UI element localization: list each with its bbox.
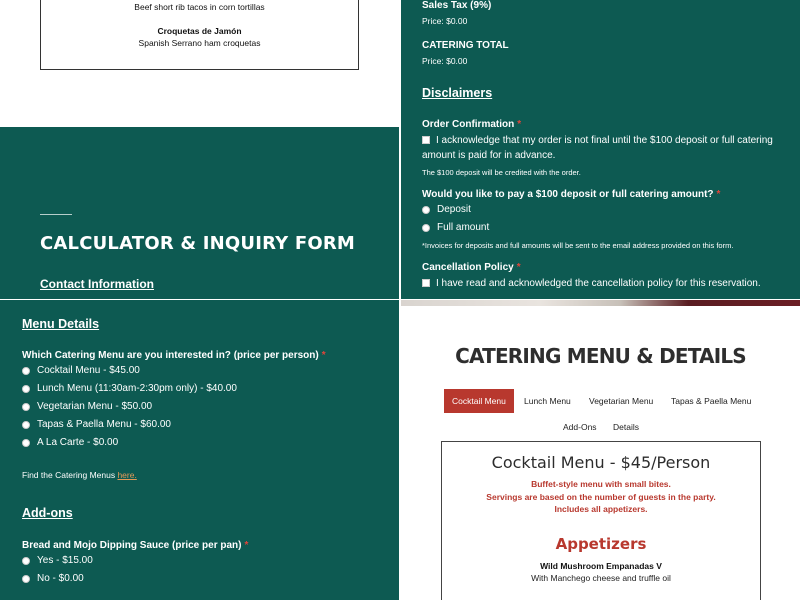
payment-option[interactable] [422,204,471,215]
radio-button[interactable] [22,575,30,583]
tab-add-ons[interactable]: Add-Ons [563,422,597,432]
required-mark: * [517,119,522,130]
tab-cocktail-menu[interactable]: Cocktail Menu [444,389,514,413]
payment-option[interactable] [422,222,489,233]
order-confirmation-checkbox-row[interactable] [422,133,782,163]
catering-menu-panel [401,300,800,600]
addon-option[interactable] [22,555,93,566]
checkbox-label: I acknowledge that my order is not final until the $100 deposit or full catering amount is paid for in advance. [422,135,773,161]
option-label: Vegetarian Menu - $50.00 [37,401,153,412]
catering-menu-question [22,350,326,361]
catering-menus-link[interactable]: here. [117,470,137,480]
radio-button[interactable] [22,421,30,429]
checkbox-label: I have read and acknowledged the cancellation policy for this reservation. [436,278,761,289]
radio-button[interactable] [22,557,30,565]
find-menus-note [22,470,137,480]
option-label: Lunch Menu (11:30am-2:30pm only) - $40.00 [37,383,237,394]
payment-question [422,189,720,200]
checkbox[interactable] [422,136,430,144]
radio-button[interactable] [22,367,30,375]
menu-details-heading: Menu Details [22,317,100,331]
menu-preview-panel [0,0,400,127]
addons-heading: Add-ons [22,506,73,520]
decorative-divider [40,214,72,215]
cancellation-checkbox-row[interactable] [422,276,782,291]
menu-item-name: Croquetas de Jamón [157,26,242,36]
catering-menu-title: CATERING MENU & DETAILS [455,344,746,368]
tab-vegetarian-menu[interactable]: Vegetarian Menu [589,396,654,406]
question-label: Order Confirmation [422,119,515,130]
deposit-credit-note: The $100 deposit will be credited with the order. [422,168,581,177]
option-label: Yes - $15.00 [37,555,93,566]
required-mark: * [321,350,326,361]
radio-button[interactable] [22,385,30,393]
catering-total-value: Price: $0.00 [422,56,468,66]
menu-option[interactable] [22,437,118,448]
radio-button[interactable] [422,206,430,214]
tab-tapas-paella-menu[interactable]: Tapas & Paella Menu [671,396,752,406]
option-label: Tapas & Paella Menu - $60.00 [37,419,171,430]
menu-option[interactable] [22,419,171,430]
option-label: No - $0.00 [37,573,84,584]
addon-option[interactable] [22,573,84,584]
cocktail-menu-card [441,441,761,600]
menu-item-name: Wild Mushroom Empanadas V [540,560,662,571]
radio-button[interactable] [422,224,430,232]
menu-option[interactable] [22,365,140,376]
menu-item-desc: With Manchego cheese and truffle oil [531,572,671,583]
calculator-header-panel [0,127,399,299]
radio-button[interactable] [22,439,30,447]
menu-item-desc: Spanish Serrano ham croquetas [138,38,261,48]
menu-preview-card [40,0,359,70]
question-label: Bread and Mojo Dipping Sauce (price per pan) [22,540,242,551]
required-mark: * [244,540,249,551]
option-label: Cocktail Menu - $45.00 [37,365,140,376]
option-label: Deposit [437,204,471,215]
order-confirmation-label [422,119,521,130]
catering-total-label: CATERING TOTAL [422,40,509,51]
banner-image-strip [401,300,800,306]
required-mark: * [516,262,521,273]
sales-tax-label: Sales Tax (9%) [422,0,492,11]
menu-details-form-panel [0,300,399,600]
question-label: Would you like to pay a $100 deposit or full catering amount? [422,189,714,200]
menu-card-subtitle: Buffet-style menu with small bites. [531,479,671,489]
required-mark: * [716,189,721,200]
option-label: A La Carte - $0.00 [37,437,119,448]
tab-lunch-menu[interactable]: Lunch Menu [524,396,571,406]
totals-disclaimers-panel [401,0,800,299]
tab-details[interactable]: Details [613,422,639,432]
disclaimers-heading: Disclaimers [422,86,493,100]
sales-tax-value: Price: $0.00 [422,16,468,26]
option-label: Full amount [437,222,490,233]
appetizers-heading: Appetizers [555,534,647,553]
menu-option[interactable] [22,401,152,412]
checkbox[interactable] [422,279,430,287]
note-text: Find the Catering Menus [22,470,118,480]
page-title: CALCULATOR & INQUIRY FORM [40,233,356,254]
radio-button[interactable] [22,403,30,411]
question-label: Which Catering Menu are you interested in? (price per person) [22,350,319,361]
contact-information-link[interactable]: Contact Information [40,277,154,291]
question-label: Cancellation Policy [422,262,514,273]
menu-item-desc: Beef short rib tacos in corn tortillas [134,2,265,12]
menu-card-title: Cocktail Menu - $45/Person [491,453,711,472]
cancellation-policy-label [422,262,521,273]
menu-card-subtitle: Servings are based on the number of guests in the party. [486,491,716,502]
menu-option[interactable] [22,383,237,394]
bread-mojo-question [22,540,248,551]
menu-card-subtitle: Includes all appetizers. [554,504,648,514]
invoice-note: *Invoices for deposits and full amounts will be sent to the email address provided on this form. [422,241,734,250]
